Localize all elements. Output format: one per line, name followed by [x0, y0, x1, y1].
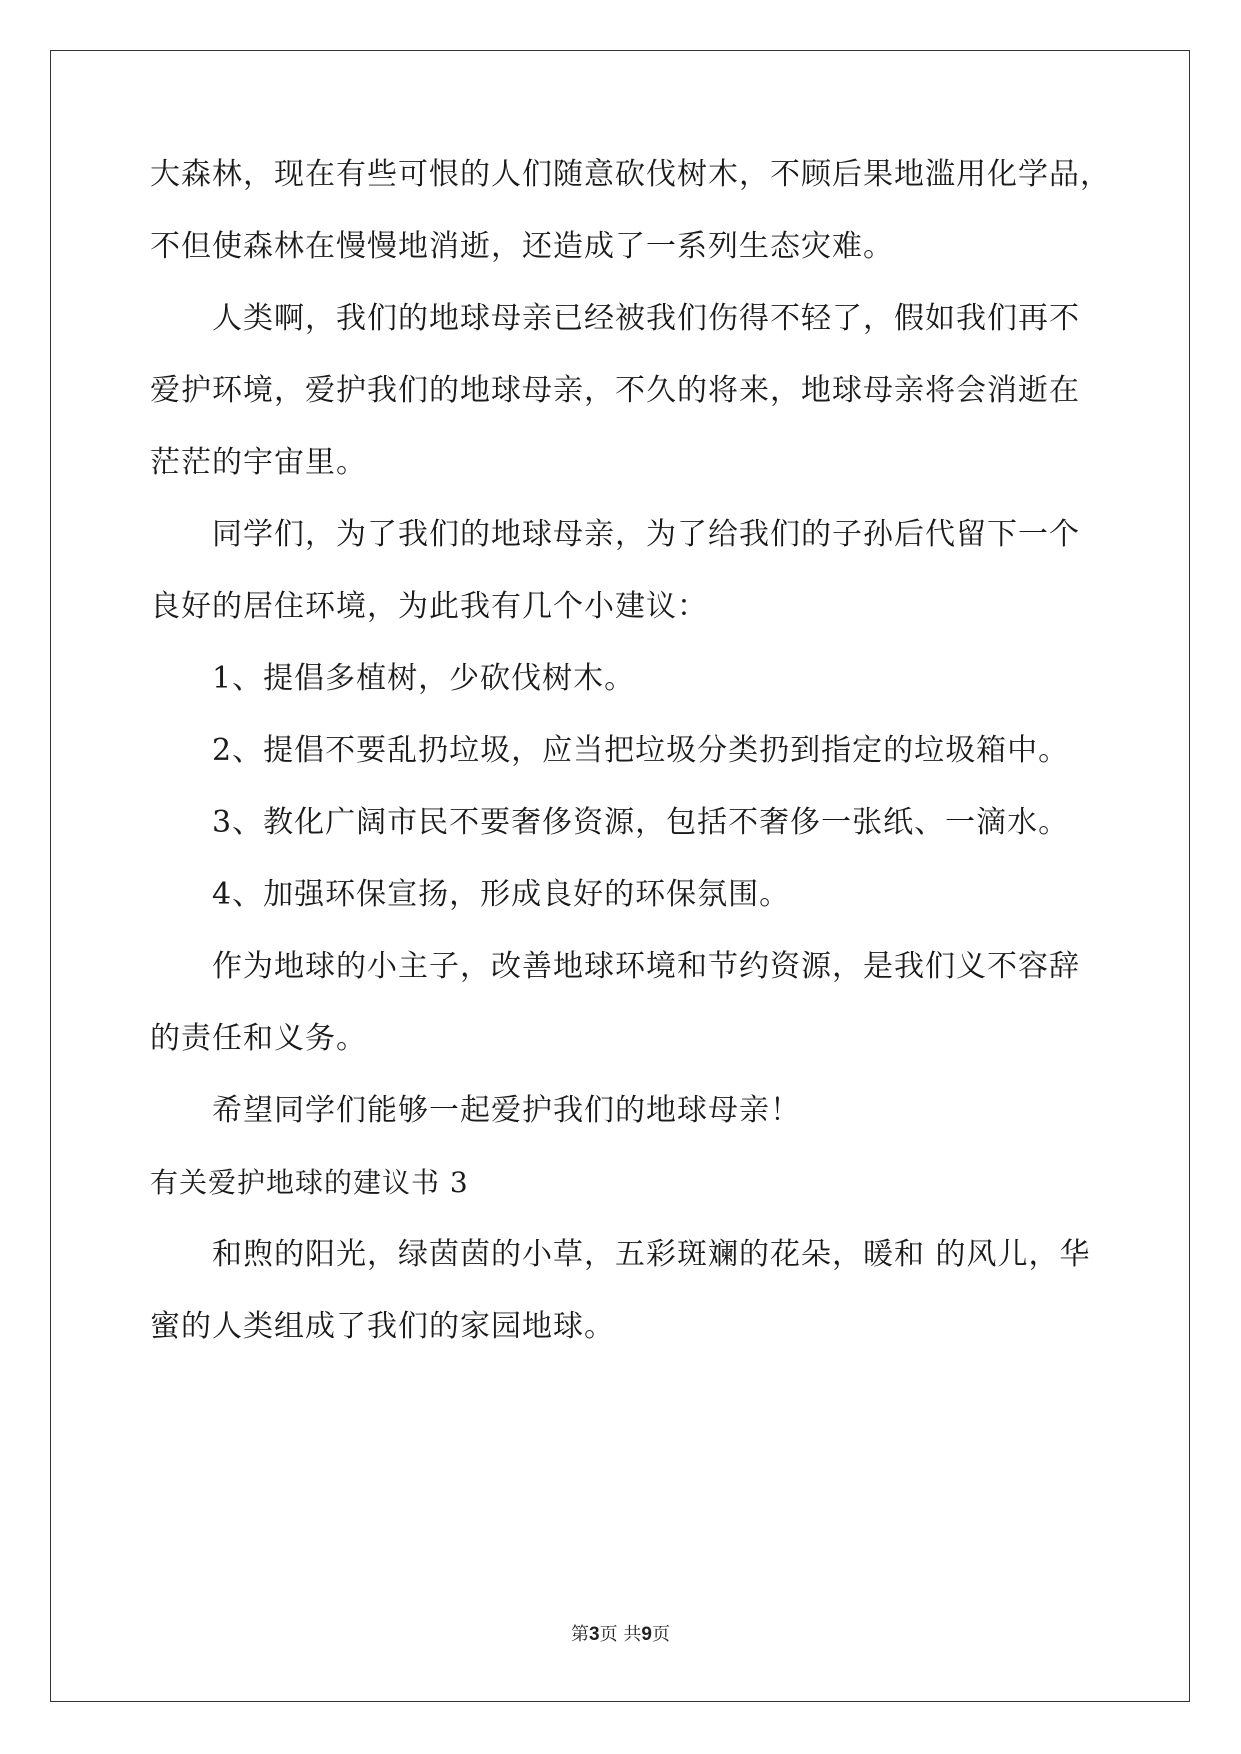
text-line-3: 人类啊，我们的地球母亲已经被我们伤得不轻了，假如我们再不 — [212, 301, 1080, 336]
footer-middle: 页 共 — [599, 1624, 642, 1645]
text-line-2: 不但使森林在慢慢地消逝，还造成了一系列生态灾难。 — [150, 229, 894, 264]
text-line-5: 茫茫的宇宙里。 — [150, 445, 367, 480]
list-item-1: 1、提倡多植树，少砍伐树木。 — [212, 661, 636, 696]
text-line-1: 大森林，现在有些可恨的人们随意砍伐树木，不顾后果地滥用化学品， — [150, 157, 1111, 192]
text-line-16: 和煦的阳光，绿茵茵的小草，五彩斑斓的花朵，暖和 的风儿，华 — [212, 1237, 1091, 1272]
text-line-7: 良好的居住环境，为此我有几个小建议： — [150, 589, 708, 624]
current-page-number: 3 — [589, 1624, 600, 1645]
text-line-14: 希望同学们能够一起爱护我们的地球母亲！ — [212, 1093, 801, 1128]
page-footer — [0, 1623, 1241, 1647]
text-line-12: 作为地球的小主子，改善地球环境和节约资源，是我们义不容辞 — [212, 949, 1080, 984]
text-line-6: 同学们，为了我们的地球母亲，为了给我们的子孙后代留下一个 — [212, 517, 1080, 552]
total-pages-number: 9 — [641, 1624, 652, 1645]
footer-prefix: 第 — [571, 1624, 590, 1645]
footer-suffix: 页 — [651, 1624, 670, 1645]
list-item-4: 4、加强环保宣扬，形成良好的环保氛围。 — [212, 877, 791, 912]
list-item-3: 3、教化广阔市民不要奢侈资源，包括不奢侈一张纸、一滴水。 — [212, 805, 1070, 840]
section-heading: 有关爱护地球的建议书 3 — [150, 1166, 469, 1199]
text-line-4: 爱护环境，爱护我们的地球母亲，不久的将来，地球母亲将会消逝在 — [150, 373, 1080, 408]
text-line-17: 蜜的人类组成了我们的家园地球。 — [150, 1309, 615, 1344]
list-item-2: 2、提倡不要乱扔垃圾，应当把垃圾分类扔到指定的垃圾箱中。 — [212, 733, 1070, 768]
text-line-13: 的责任和义务。 — [150, 1021, 367, 1056]
